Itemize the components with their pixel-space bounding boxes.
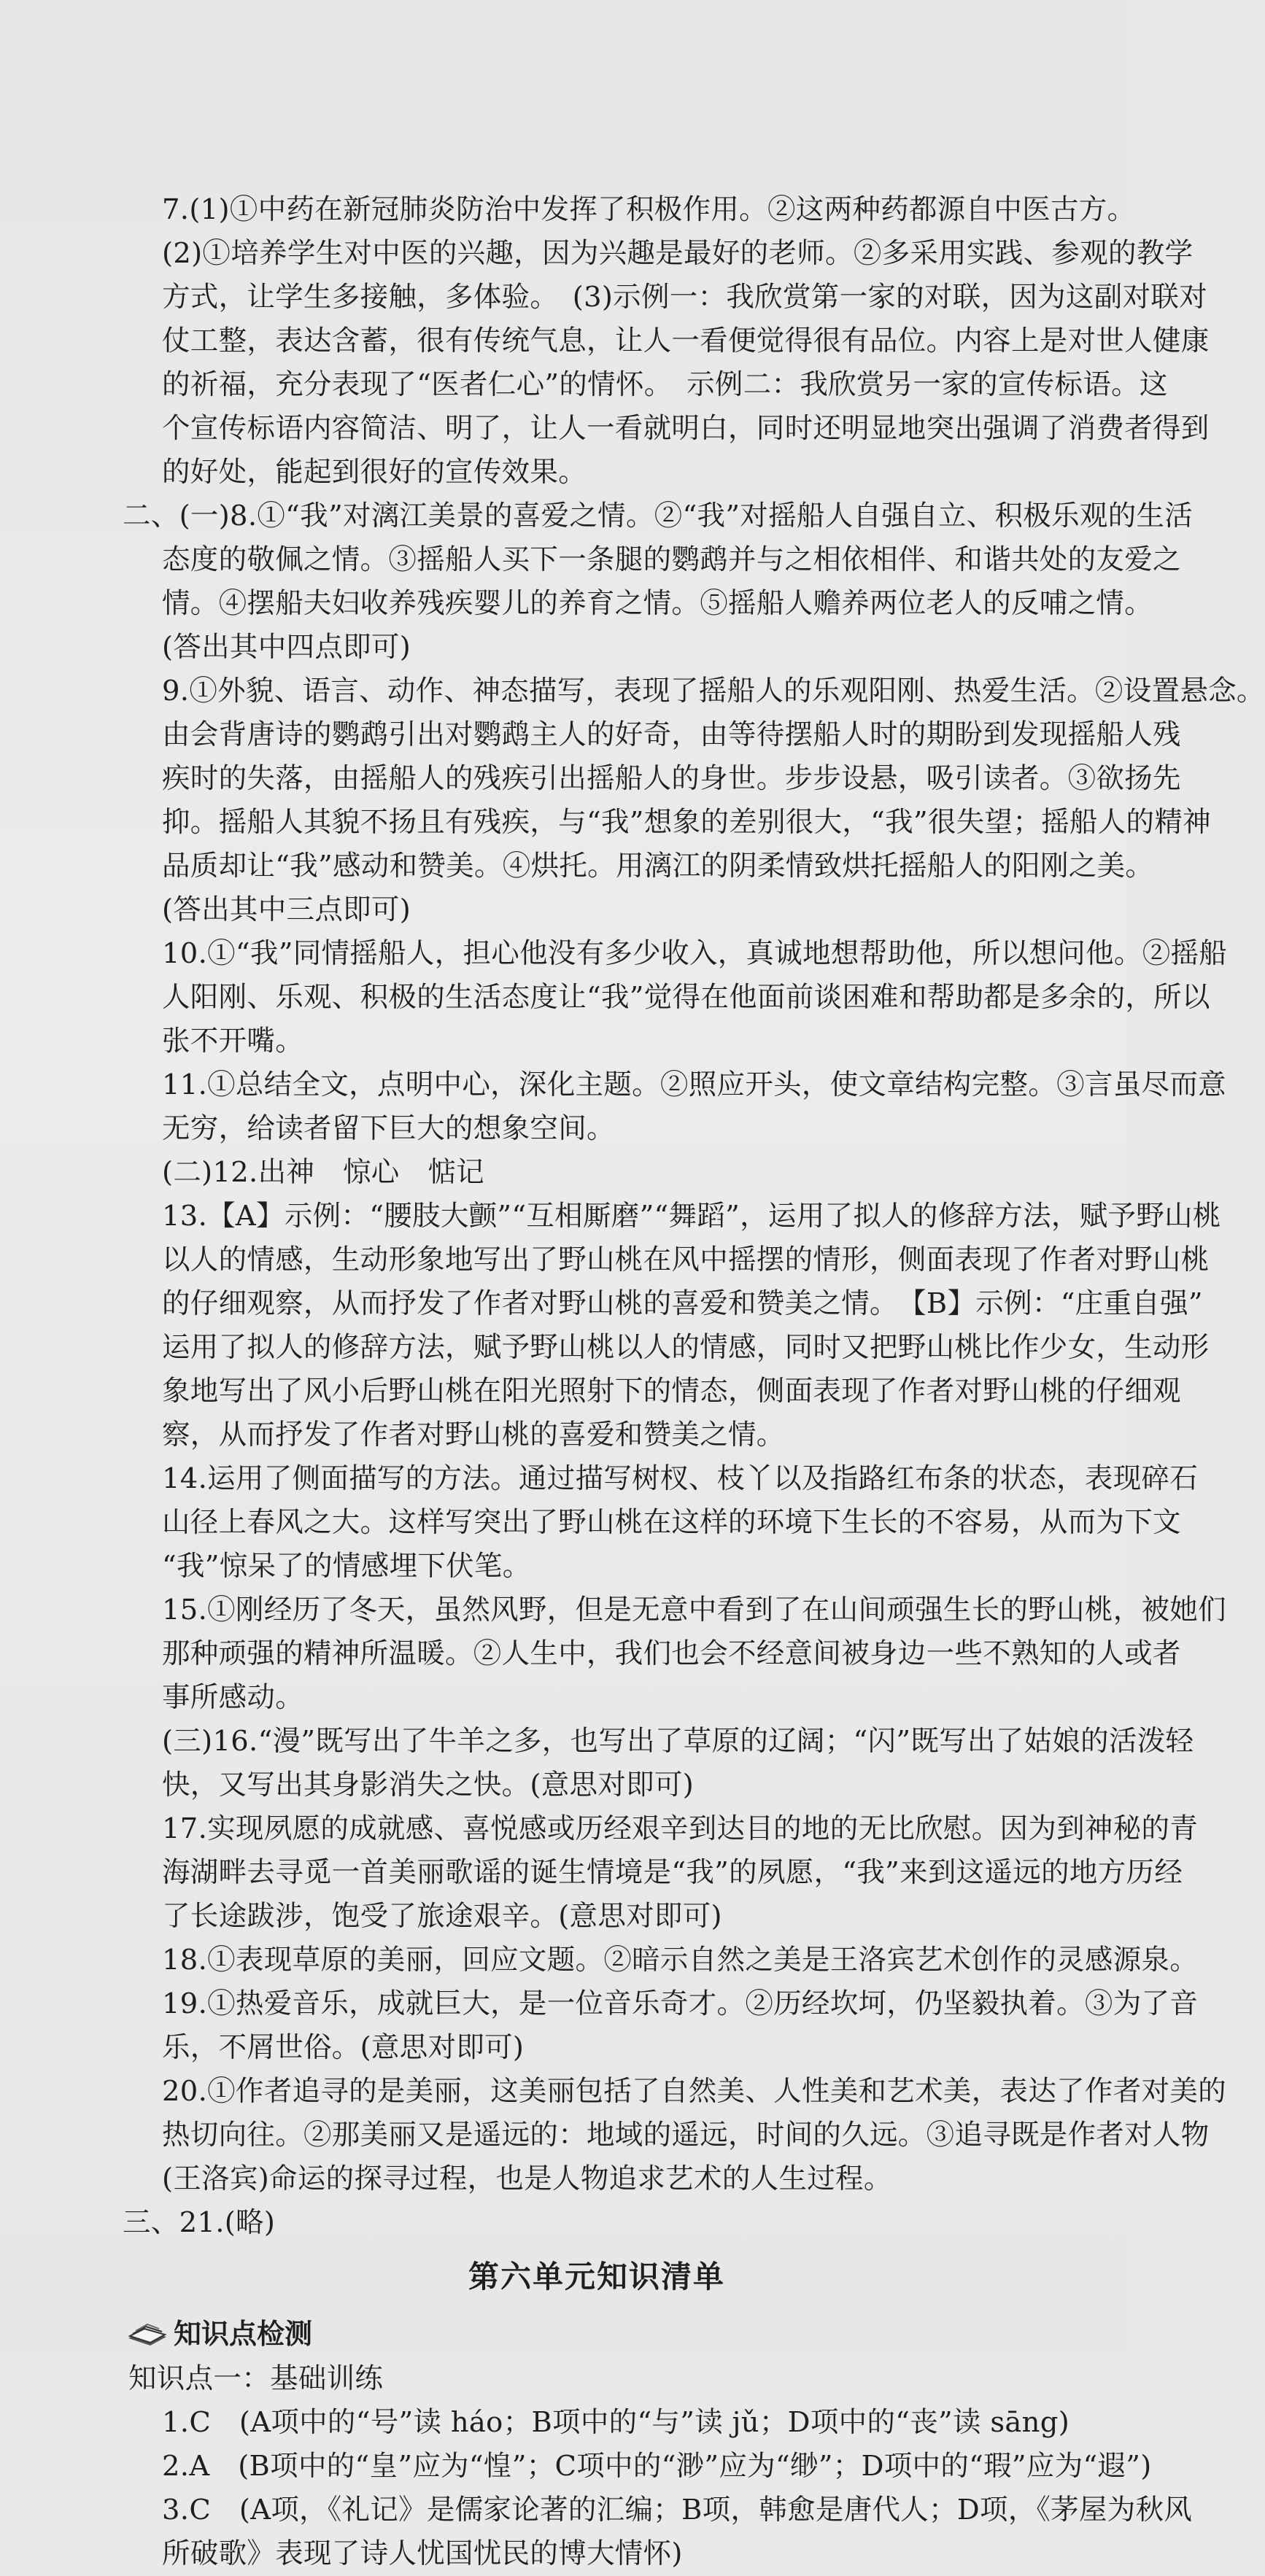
- knowledge-label: 知识点检测: [174, 2318, 313, 2350]
- answer-line: 象地写出了风小后野山桃在阳光照射下的情态，侧面表现了作者对野山桃的仔细观: [162, 1375, 1181, 1408]
- answer-line: 18.①表现草原的美丽，回应文题。②暗示自然之美是王洛宾艺术创作的灵感源泉。: [162, 1944, 1199, 1976]
- answer-line: 的仔细观察，从而抒发了作者对野山桃的喜爱和赞美之情。 【B】示例：“庄重自强”: [162, 1287, 1203, 1320]
- answer-line: 2.A (B项中的“皇”应为“惶”；C项中的“渺”应为“缈”；D项中的“瑕”应为“遐”): [162, 2450, 1152, 2483]
- book-icon: [125, 2316, 169, 2351]
- answer-line: 山径上春风之大。这样写突出了野山桃在这样的环境下生长的不容易，从而为下文: [162, 1506, 1181, 1539]
- section-heading-line: 三、21.(略): [123, 2206, 276, 2239]
- answer-line: 疾时的失落，由摇船人的残疾引出摇船人的身世。步步设悬，吸引读者。③欲扬先: [162, 762, 1181, 795]
- section-heading-line: 二、(一)8.①“我”对漓江美景的喜爱之情。②“我”对摇船人自强自立、积极乐观的生活: [123, 500, 1194, 532]
- answer-line: 7.(1)①中药在新冠肺炎防治中发挥了积极作用。②这两种药都源自中医古方。: [162, 193, 1136, 226]
- answer-line: 情。④摆船夫妇收养残疾婴儿的养育之情。⑤摇船人赡养两位老人的反哺之情。: [162, 587, 1153, 620]
- answer-line: 那种顽强的精神所温暖。②人生中，我们也会不经意间被身边一些不熟知的人或者: [162, 1637, 1181, 1670]
- answer-line: (答出其中四点即可): [162, 631, 411, 664]
- answer-line: 17.实现夙愿的成就感、喜悦感或历经艰辛到达目的地的无比欣慰。因为到神秘的青: [162, 1812, 1199, 1845]
- answer-line: “我”惊呆了的情感埋下伏笔。: [162, 1550, 531, 1583]
- answer-line: 10.①“我”同情摇船人，担心他没有多少收入，真诚地想帮助他，所以想问他。②摇船: [162, 937, 1228, 970]
- answer-line: 方式，让学生多接触，多体验。 (3)示例一：我欣赏第一家的对联，因为这副对联对: [162, 281, 1207, 314]
- answer-line: 无穷，给读者留下巨大的想象空间。: [162, 1112, 615, 1145]
- answer-line: 察，从而抒发了作者对野山桃的喜爱和赞美之情。: [162, 1419, 785, 1451]
- answer-line: (三)16.“漫”既写出了牛羊之多，也写出了草原的辽阔；“闪”既写出了姑娘的活泼轻: [162, 1725, 1194, 1758]
- answer-line: 的好处，能起到很好的宣传效果。: [162, 456, 587, 489]
- answer-line: 3.C (A项，《礼记》是儒家论著的汇编；B项，韩愈是唐代人；D项，《茅屋为秋风: [162, 2494, 1193, 2526]
- answer-line: 事所感动。: [162, 1681, 304, 1714]
- answer-line: 20.①作者追寻的是美丽，这美丽包括了自然美、人性美和艺术美，表达了作者对美的: [162, 2075, 1226, 2108]
- answer-line: 张不开嘴。: [162, 1025, 304, 1058]
- answer-line: 由会背唐诗的鹦鹉引出对鹦鹉主人的好奇，由等待摆船人时的期盼到发现摇船人残: [162, 718, 1181, 751]
- answer-line: 的祈福，充分表现了“医者仁心”的情怀。 示例二：我欣赏另一家的宣传标语。这: [162, 368, 1168, 401]
- answer-line: 1.C (A项中的“号”读 háo；B项中的“与”读 jǔ；D项中的“丧”读 sāng): [162, 2406, 1070, 2439]
- answer-line: 运用了拟人的修辞方法，赋予野山桃以人的情感，同时又把野山桃比作少女，生动形: [162, 1331, 1210, 1364]
- answer-line: 11.①总结全文，点明中心，深化主题。②照应开头，使文章结构完整。③言虽尽而意: [162, 1068, 1226, 1101]
- answer-line: 快，又写出其身影消失之快。(意思对即可): [162, 1769, 695, 1801]
- answer-line: 个宣传标语内容简洁、明了，让人一看就明白，同时还明显地突出强调了消费者得到: [162, 412, 1210, 445]
- answer-line: 以人的情感，生动形象地写出了野山桃在风中摇摆的情形，侧面表现了作者对野山桃: [162, 1244, 1210, 1276]
- answer-line: 品质却让“我”感动和赞美。④烘托。用漓江的阴柔情致烘托摇船人的阳刚之美。: [162, 850, 1154, 882]
- answer-line: 人阳刚、乐观、积极的生活态度让“我”觉得在他面前谈困难和帮助都是多余的，所以: [162, 981, 1210, 1014]
- knowledge-header: [125, 2311, 1071, 2357]
- answer-line: (答出其中三点即可): [162, 893, 411, 926]
- answer-line: (二)12.出神 惊心 惦记: [162, 1156, 484, 1189]
- answer-line: 乐，不屑世俗。(意思对即可): [162, 2031, 525, 2064]
- answer-line: 19.①热爱音乐，成就巨大，是一位音乐奇才。②历经坎坷，仍坚毅执着。③为了音: [162, 1987, 1199, 2020]
- answer-line: (2)①培养学生对中医的兴趣，因为兴趣是最好的老师。②多采用实践、参观的教学: [162, 237, 1194, 270]
- answer-line: (王洛宾)命运的探寻过程，也是人物追求艺术的人生过程。: [162, 2162, 892, 2195]
- answer-line: 了长途跋涉，饱受了旅途艰辛。(意思对即可): [162, 1900, 722, 1933]
- answer-line: 14.运用了侧面描写的方法。通过描写树杈、枝丫以及指路红布条的状态，表现碎石: [162, 1462, 1199, 1495]
- answer-content: [123, 188, 1265, 2576]
- answer-line: 仗工整，表达含蓄，很有传统气息，让人一看便觉得很有品位。内容上是对世人健康: [162, 325, 1210, 357]
- unit-title: 第六单元知识清单: [468, 2259, 725, 2294]
- answer-line: 海湖畔去寻觅一首美丽歌谣的诞生情境是“我”的夙愿，“我”来到这遥远的地方历经: [162, 1856, 1183, 1889]
- knowledge-subheading: 知识点一：基础训练: [128, 2362, 384, 2395]
- answer-line: 态度的敬佩之情。③摇船人买下一条腿的鹦鹉并与之相依相伴、和谐共处的友爱之: [162, 543, 1181, 576]
- answer-line: 13.【A】示例：“腰肢大颤”“互相厮磨”“舞蹈”，运用了拟人的修辞方法，赋予野山桃: [162, 1200, 1221, 1233]
- answer-line: 热切向往。②那美丽又是遥远的：地域的遥远，时间的久远。③追寻既是作者对人物: [162, 2119, 1210, 2152]
- answer-line: 15.①刚经历了冬天，虽然风野，但是无意中看到了在山间顽强生长的野山桃，被她们: [162, 1594, 1226, 1626]
- answer-line: 抑。摇船人其貌不扬且有残疾，与“我”想象的差别很大，“我”很失望；摇船人的精神: [162, 806, 1211, 839]
- answer-line: 9.①外貌、语言、动作、神态描写，表现了摇船人的乐观阳刚、热爱生活。②设置悬念。: [162, 675, 1265, 707]
- answer-line: 所破歌》表现了诗人忧国忧民的博大情怀): [162, 2537, 683, 2570]
